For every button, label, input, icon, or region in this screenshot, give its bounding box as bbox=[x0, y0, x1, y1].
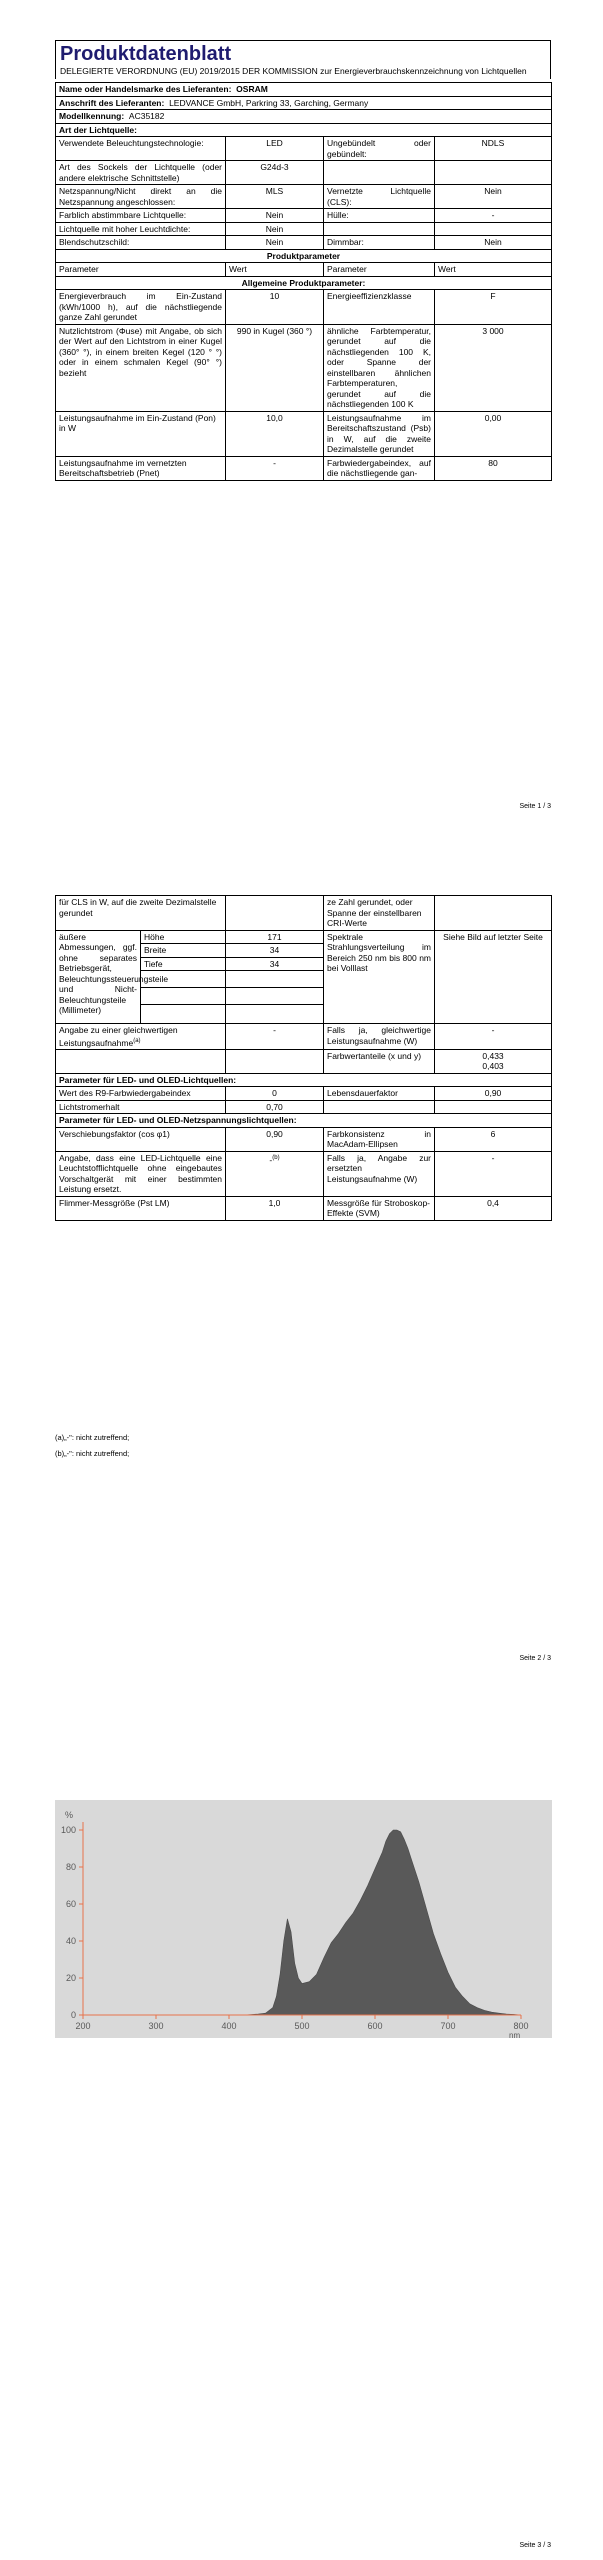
supplier-address-row: Anschrift des Lieferanten: LEDVANCE GmbH, Parkring 33, Garching, Germany bbox=[56, 96, 552, 110]
table-row: Netzspannung/Nicht direkt an die Netzspannung angeschlossen: MLS Vernetzte Lichtquelle (CLS): Nein bbox=[56, 185, 552, 209]
table-row: Lichtstromerhalt 0,70 bbox=[56, 1100, 552, 1114]
spectral-value: Siehe Bild auf letzter Seite bbox=[435, 930, 552, 1024]
model-row: Modellkennung: AC35182 bbox=[56, 110, 552, 124]
table-row: Verschiebungsfaktor (cos φ1) 0,90 Farbkonsistenz in MacAdam-Ellipsen 6 bbox=[56, 1127, 552, 1151]
table-row: für CLS in W, auf die zweite Dezimalstelle gerundet ze Zahl gerundet, oder Spanne der einstellbaren CRI-Werte bbox=[56, 896, 552, 931]
page-2 bbox=[0, 835, 603, 1695]
x-tick-label: 600 bbox=[367, 2021, 383, 2031]
column-header-row: Parameter Wert Parameter Wert bbox=[56, 263, 552, 277]
table-row: Angabe, dass eine LED-Lichtquelle eine Leuchtstofflichtquelle ohne eingebautes Vorschaltgerät mit einer bestimmten Leistung ersetzt. -$^{(b)}$ Falls ja, Angabe zur ersetzten Leistungsaufnahme (W) - bbox=[56, 1151, 552, 1196]
spectrum-area bbox=[214, 1830, 521, 2015]
dimensions-label: äußere Abmessungen, ggf. ohne separates Betriebsgerät, Beleuchtungssteuerungsteile und Nicht-Beleuchtungsteile (Millimeter) bbox=[56, 930, 141, 1024]
y-tick-label: 0 bbox=[70, 2010, 76, 2020]
table-row: Flimmer-Messgröße (Pst LM) 1,0 Messgröße für Stroboskop-Effekte (SVM) 0,4 bbox=[56, 1196, 552, 1220]
product-params-heading: Produktparameter bbox=[56, 249, 552, 263]
spectral-label: Spektrale Strahlungsverteilung im Bereich 250 nm bis 800 nm bei Volllast bbox=[324, 930, 435, 1024]
table-row: Farbwertanteile (x und y) 0,433 0,403 bbox=[56, 1049, 552, 1073]
x-tick-label: 200 bbox=[75, 2021, 91, 2031]
y-tick-label: 20 bbox=[65, 1973, 76, 1983]
spectrum-chart-svg bbox=[55, 1800, 552, 2038]
footnote-b: (b)„-": nicht zutreffend; bbox=[55, 1449, 130, 1458]
table-row: äußere Abmessungen, ggf. ohne separates Betriebsgerät, Beleuchtungssteuerungsteile und Nicht-Beleuchtungsteile (Millimeter) Höhe 171 Spektrale Strahlungsverteilung im Bereich 250 nm bis 800 nm bei Volllast Siehe Bild auf letzter Seite bbox=[56, 930, 552, 944]
y-axis-label: % bbox=[65, 1810, 74, 1820]
page-title: Produktdatenblatt bbox=[60, 43, 232, 65]
table-row: Wert des R9-Farbwiedergabeindex 0 Lebensdauerfaktor 0,90 bbox=[56, 1087, 552, 1101]
table-row: Leistungsaufnahme im vernetzten Bereitschaftsbetrieb (Pnet) - Farbwiedergabeindex, auf die nächstliegende gan- 80 bbox=[56, 456, 552, 480]
x-tick-label: 400 bbox=[221, 2021, 237, 2031]
regulation-text: DELEGIERTE VERORDNUNG (EU) 2019/2015 DER KOMMISSION zur Energieverbrauchskennzeichnung von Lichtquellen bbox=[60, 66, 527, 76]
y-tick-label: 60 bbox=[65, 1899, 76, 1909]
spectrum-chart bbox=[55, 1800, 552, 2038]
table-row: Energieverbrauch im Ein-Zustand (kWh/1000 h), auf die nächstliegende ganze Zahl gerundet 10 Energieeffizienzklasse F bbox=[56, 290, 552, 325]
x-tick-label: 300 bbox=[148, 2021, 164, 2031]
table-row: Art des Sockels der Lichtquelle (oder andere elektrische Schnittstelle) G24d-3 bbox=[56, 161, 552, 185]
datasheet-header bbox=[55, 40, 551, 79]
led-params-heading: Parameter für LED- und OLED-Lichtquellen: bbox=[56, 1073, 552, 1087]
supplier-name: OSRAM bbox=[236, 84, 268, 94]
table-row: Verwendete Beleuchtungstechnologie: LED Ungebündelt oder gebündelt: NDLS bbox=[56, 137, 552, 161]
table-row: Farblich abstimmbare Lichtquelle: Nein Hülle: - bbox=[56, 209, 552, 223]
x-tick-label: 500 bbox=[294, 2021, 310, 2031]
x-tick-label: 700 bbox=[440, 2021, 456, 2031]
table-row: Lichtquelle mit hoher Leuchtdichte: Nein bbox=[56, 222, 552, 236]
y-tick-label: 80 bbox=[65, 1862, 76, 1872]
x-tick-label: 800 bbox=[513, 2021, 529, 2031]
chroma-y: 0,403 bbox=[482, 1061, 504, 1072]
page-number: Seite 3 / 3 bbox=[519, 2542, 551, 2549]
general-params-heading: Allgemeine Produktparameter: bbox=[56, 276, 552, 290]
mains-params-heading: Parameter für LED- und OLED-Netzspannungslichtquellen: bbox=[56, 1114, 552, 1128]
table-row: Nutzlichtstrom (Φuse) mit Angabe, ob sich der Wert auf den Lichtstrom in einer Kugel (360° °), in einem breiten Kegel (120 ° °) oder in einem schmalen Kegel (90° °) bezieht 990 in Kugel (360 °) ähnliche Farbtemperatur, gerundet auf die nächstliegenden 100 K, oder Spanne der einstellbaren ähnlichen Farbtemperaturen, gerundet auf die nächstliegenden 100 K 3 000 bbox=[56, 324, 552, 411]
x-axis-label: nm bbox=[509, 2031, 521, 2038]
page-1 bbox=[0, 0, 603, 820]
page-number: Seite 1 / 3 bbox=[519, 803, 551, 810]
page-number: Seite 2 / 3 bbox=[519, 1655, 551, 1662]
datasheet-table-page2: für CLS in W, auf die zweite Dezimalstelle gerundet ze Zahl gerundet, oder Spanne der einstellbaren CRI-Werte äußere Abmessungen, ggf. ohne separates Betriebsgerät, Beleuchtungssteuerungsteile und Nicht-Beleuchtungsteile (Millimeter) Höhe 171 Spektrale Strahlungsverteilung im Bereich 250 nm bis 800 nm bei Volllast Siehe Bild auf letzter Seite Breite 34 Tiefe 34 Angabe zu einer gleichwertigen Leistungsaufnahme$^{(a)}$ - Falls ja, gleichwertige Leistungsaufnahme (W) - Farbwertanteile (x und y) 0,433 0,403 Parameter für LED- und OLED-Lichtquellen: Wert des R9-Farbwiedergabeindex 0 Lebensdauerfaktor 0,90 Lichtstromerhalt 0,70 Parameter für LED- und OLED-Netzspannungslichtquellen: Verschiebungsfaktor (cos φ1) 0,90 Farbkonsistenz in MacAdam-Ellipsen 6 Angabe, dass eine LED-Lichtquelle eine Leuchtstofflichtquelle ohne eingebautes Vorschaltgerät mit einer bestimmten Leistung ersetzt. -$^{(b)}$ Falls ja, Angabe zur ersetzten Leistungsaufnahme (W) - Flimmer-Messgröße (Pst LM) 1,0 Messgröße für Stroboskop-Effekte (SVM) 0,4 bbox=[55, 895, 552, 1221]
chroma-x: 0,433 bbox=[482, 1050, 504, 1061]
datasheet-table-page1 bbox=[55, 82, 552, 481]
y-tick-label: 40 bbox=[65, 1936, 76, 1946]
table-row: Blendschutzschild: Nein Dimmbar: Nein bbox=[56, 236, 552, 250]
table-row: Leistungsaufnahme im Ein-Zustand (Pon) in W 10,0 Leistungsaufnahme im Bereitschaftszustand (Psb) in W, auf die zweite Dezimalstelle gerundet 0,00 bbox=[56, 411, 552, 456]
footnote-a: (a)„-": nicht zutreffend; bbox=[55, 1433, 130, 1442]
y-tick-label: 100 bbox=[60, 1825, 76, 1835]
table-row: Angabe zu einer gleichwertigen Leistungsaufnahme$^{(a)}$ - Falls ja, gleichwertige Leistungsaufnahme (W) - bbox=[56, 1024, 552, 1050]
light-source-heading: Art der Lichtquelle: bbox=[56, 123, 552, 137]
supplier-name-row: Name oder Handelsmarke des Lieferanten: OSRAM bbox=[56, 83, 552, 97]
